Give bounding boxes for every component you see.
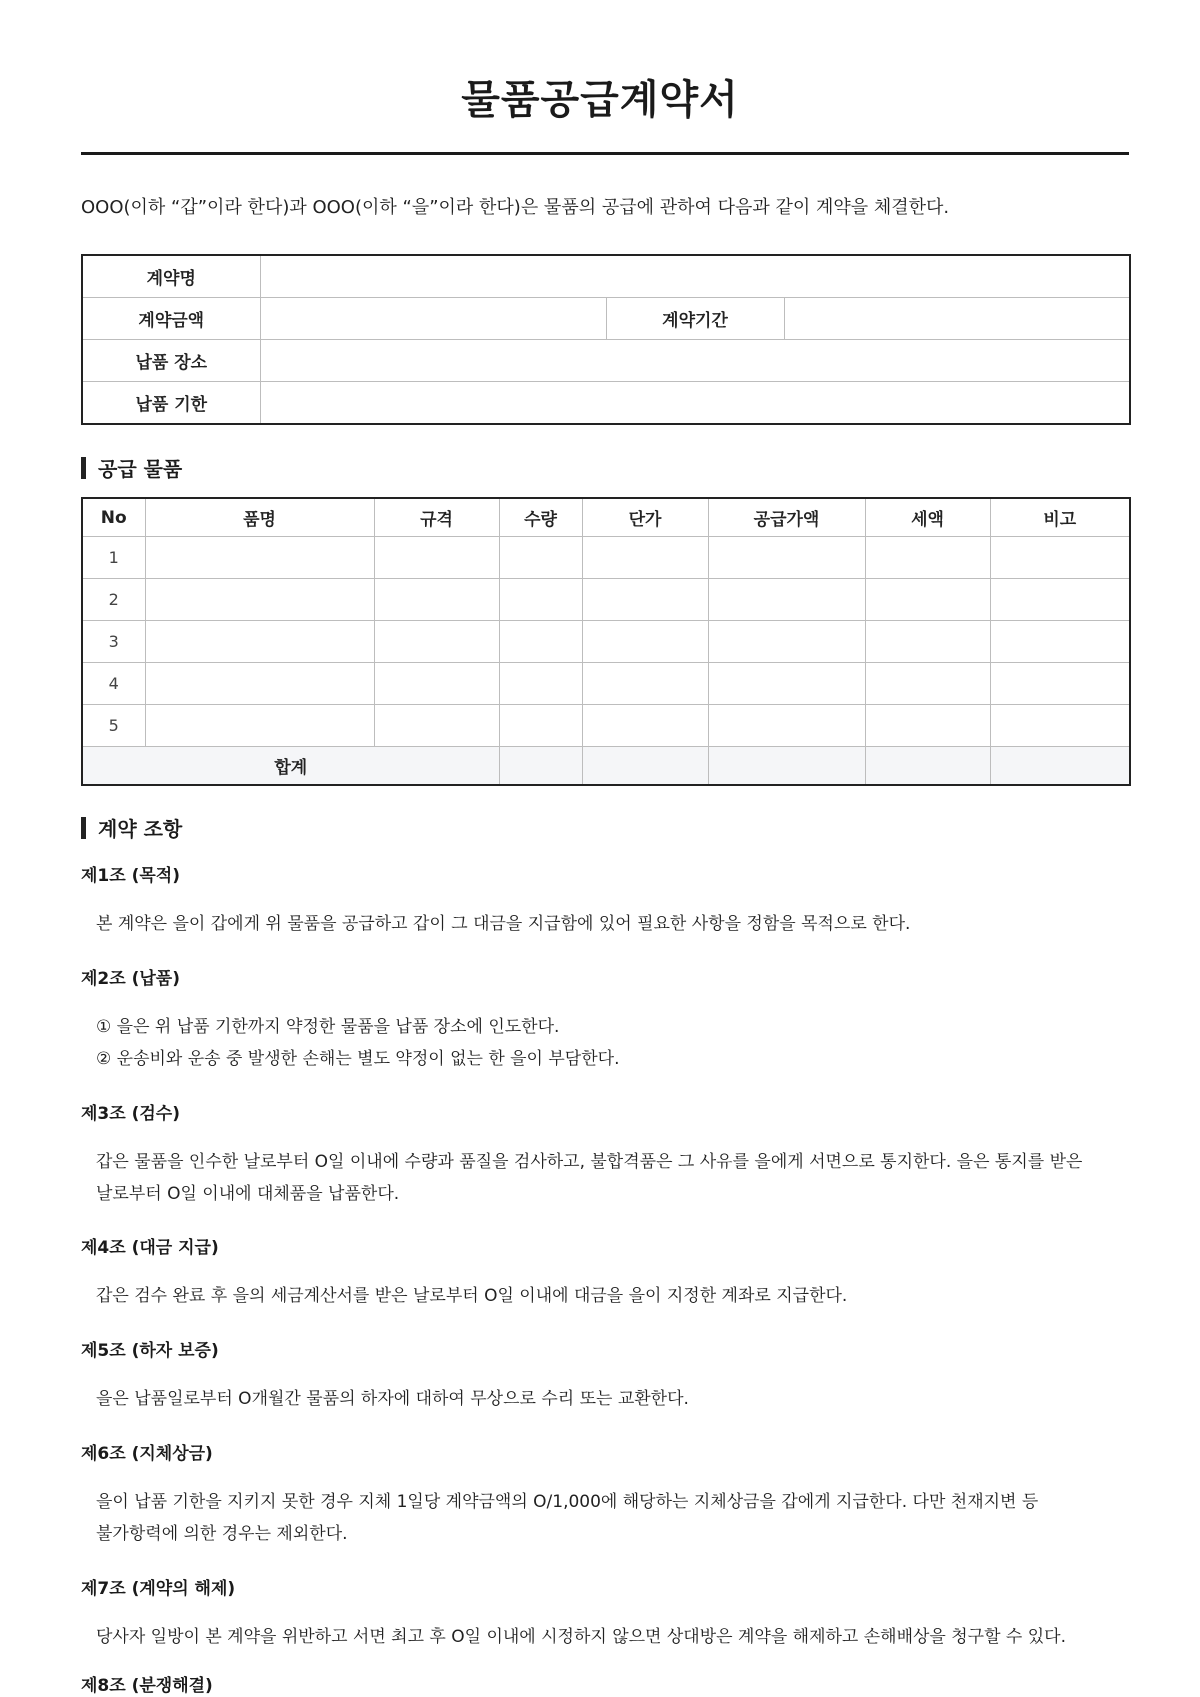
table-cell[interactable]	[145, 621, 374, 663]
terms-section-title: 계약 조항	[98, 817, 183, 841]
table-cell[interactable]	[145, 705, 374, 747]
article-body	[96, 1621, 1129, 1653]
delivery-deadline-label: 납품 기한	[82, 382, 260, 425]
column-header: 품명	[145, 498, 374, 537]
table-cell[interactable]	[990, 579, 1130, 621]
article-line: 불가항력에 의한 경우는 제외한다.	[96, 1524, 348, 1544]
total-cell[interactable]	[708, 747, 865, 786]
table-cell[interactable]	[145, 663, 374, 705]
table-cell[interactable]	[865, 579, 990, 621]
table-cell[interactable]	[499, 579, 582, 621]
table-cell[interactable]	[145, 579, 374, 621]
table-cell[interactable]	[865, 705, 990, 747]
contract-name-label: 계약명	[82, 255, 260, 298]
article-title: 제7조 (계약의 해제)	[81, 1579, 236, 1599]
table-cell[interactable]	[865, 663, 990, 705]
contract-period-label: 계약기간	[606, 298, 784, 340]
table-cell[interactable]	[582, 663, 708, 705]
table-cell[interactable]	[374, 579, 499, 621]
article-2	[81, 964, 1129, 1075]
article-line: ② 운송비와 운송 중 발생한 손해는 별도 약정이 없는 한 을이 부담한다.	[96, 1049, 620, 1069]
contract-amount-label: 계약금액	[82, 298, 260, 340]
section-marker	[81, 457, 86, 479]
article-line: 을은 납품일로부터 O개월간 물품의 하자에 대하여 무상으로 수리 또는 교환한다.	[96, 1389, 689, 1409]
article-body	[96, 1486, 1129, 1550]
contract-name-field[interactable]	[260, 255, 1130, 298]
supply-section-heading	[81, 453, 182, 482]
table-row	[82, 621, 1130, 663]
table-cell[interactable]	[708, 663, 865, 705]
table-cell[interactable]	[582, 621, 708, 663]
table-cell[interactable]	[708, 705, 865, 747]
table-cell[interactable]	[865, 621, 990, 663]
table-row	[82, 663, 1130, 705]
column-header: 규격	[374, 498, 499, 537]
article-line: 날로부터 O일 이내에 대체품을 납품한다.	[96, 1184, 400, 1204]
row-number: 5	[82, 705, 145, 747]
article-title: 제3조 (검수)	[81, 1104, 180, 1124]
supply-items-table	[81, 497, 1131, 786]
table-cell[interactable]	[374, 537, 499, 579]
table-cell[interactable]	[374, 663, 499, 705]
article-body	[96, 1146, 1129, 1210]
total-label: 합계	[82, 747, 499, 786]
terms-section-heading	[81, 813, 182, 842]
table-row	[82, 705, 1130, 747]
column-header: 공급가액	[708, 498, 865, 537]
total-cell[interactable]	[990, 747, 1130, 786]
contract-amount-field[interactable]	[260, 298, 606, 340]
article-5	[81, 1336, 1129, 1415]
column-header: 수량	[499, 498, 582, 537]
title-divider	[81, 152, 1129, 155]
article-4	[81, 1233, 1129, 1312]
delivery-deadline-row	[82, 382, 1130, 425]
table-cell[interactable]	[582, 705, 708, 747]
article-line: 당사자 일방이 본 계약을 위반하고 서면 최고 후 O일 이내에 시정하지 않으면 상대방은 계약을 해제하고 손해배상을 청구할 수 있다.	[96, 1627, 1066, 1647]
article-title: 제1조 (목적)	[81, 866, 180, 886]
article-3	[81, 1099, 1129, 1210]
article-line: 갑은 검수 완료 후 을의 세금계산서를 받은 날로부터 O일 이내에 대금을 을이 지정한 계좌로 지급한다.	[96, 1286, 848, 1306]
column-header: No	[82, 498, 145, 537]
article-title: 제2조 (납품)	[81, 969, 180, 989]
table-cell[interactable]	[865, 537, 990, 579]
intro-paragraph: OOO(이하 “갑”이라 한다)과 OOO(이하 “을”이라 한다)은 물품의 공급에 관하여 다음과 같이 계약을 체결한다.	[81, 197, 950, 218]
article-line: 본 계약은 을이 갑에게 위 물품을 공급하고 갑이 그 대금을 지급함에 있어 필요한 사항을 정함을 목적으로 한다.	[96, 914, 911, 934]
row-number: 3	[82, 621, 145, 663]
table-cell[interactable]	[582, 579, 708, 621]
table-cell[interactable]	[499, 621, 582, 663]
table-cell[interactable]	[145, 537, 374, 579]
row-number: 1	[82, 537, 145, 579]
article-line: ① 을은 위 납품 기한까지 약정한 물품을 납품 장소에 인도한다.	[96, 1017, 560, 1037]
table-cell[interactable]	[582, 537, 708, 579]
column-header: 세액	[865, 498, 990, 537]
article-6	[81, 1439, 1129, 1550]
table-cell[interactable]	[499, 537, 582, 579]
column-header: 단가	[582, 498, 708, 537]
delivery-place-row	[82, 340, 1130, 382]
contract-name-row	[82, 255, 1130, 298]
article-line: 을이 납품 기한을 지키지 못한 경우 지체 1일당 계약금액의 O/1,000에 해당하는 지체상금을 갑에게 지급한다. 다만 천재지변 등	[96, 1492, 1039, 1512]
table-cell[interactable]	[990, 621, 1130, 663]
total-cell[interactable]	[865, 747, 990, 786]
table-cell[interactable]	[708, 537, 865, 579]
total-cell[interactable]	[499, 747, 582, 786]
article-title: 제5조 (하자 보증)	[81, 1341, 219, 1361]
article-title: 제8조 (분쟁해결)	[81, 1676, 213, 1696]
delivery-place-label: 납품 장소	[82, 340, 260, 382]
table-cell[interactable]	[499, 663, 582, 705]
column-header: 비고	[990, 498, 1130, 537]
total-row	[82, 747, 1130, 786]
delivery-place-field[interactable]	[260, 340, 1130, 382]
delivery-deadline-field[interactable]	[260, 382, 1130, 425]
table-cell[interactable]	[990, 663, 1130, 705]
supply-section-title: 공급 물품	[98, 457, 183, 481]
contract-period-field[interactable]	[784, 298, 1130, 340]
table-cell[interactable]	[708, 579, 865, 621]
article-8	[81, 1671, 1129, 1696]
table-header-row	[82, 498, 1130, 537]
row-number: 2	[82, 579, 145, 621]
article-body	[96, 1383, 1129, 1415]
document-title: 물품공급계약서	[461, 77, 739, 123]
table-cell[interactable]	[708, 621, 865, 663]
article-1	[81, 861, 1129, 940]
table-row	[82, 537, 1130, 579]
article-body	[96, 1011, 1129, 1075]
article-title: 제4조 (대금 지급)	[81, 1238, 219, 1258]
table-cell[interactable]	[990, 705, 1130, 747]
table-cell[interactable]	[374, 621, 499, 663]
total-cell[interactable]	[582, 747, 708, 786]
table-cell[interactable]	[990, 537, 1130, 579]
row-number: 4	[82, 663, 145, 705]
contract-amount-row	[82, 298, 1130, 340]
article-title: 제6조 (지체상금)	[81, 1444, 213, 1464]
article-7	[81, 1574, 1129, 1653]
article-line: 갑은 물품을 인수한 날로부터 O일 이내에 수량과 품질을 검사하고, 불합격품은 그 사유를 을에게 서면으로 통지한다. 을은 통지를 받은	[96, 1152, 1083, 1172]
article-body	[96, 908, 1129, 940]
contract-info-table	[81, 254, 1131, 425]
table-cell[interactable]	[499, 705, 582, 747]
table-cell[interactable]	[374, 705, 499, 747]
table-row	[82, 579, 1130, 621]
section-marker	[81, 817, 86, 839]
article-body	[96, 1280, 1129, 1312]
